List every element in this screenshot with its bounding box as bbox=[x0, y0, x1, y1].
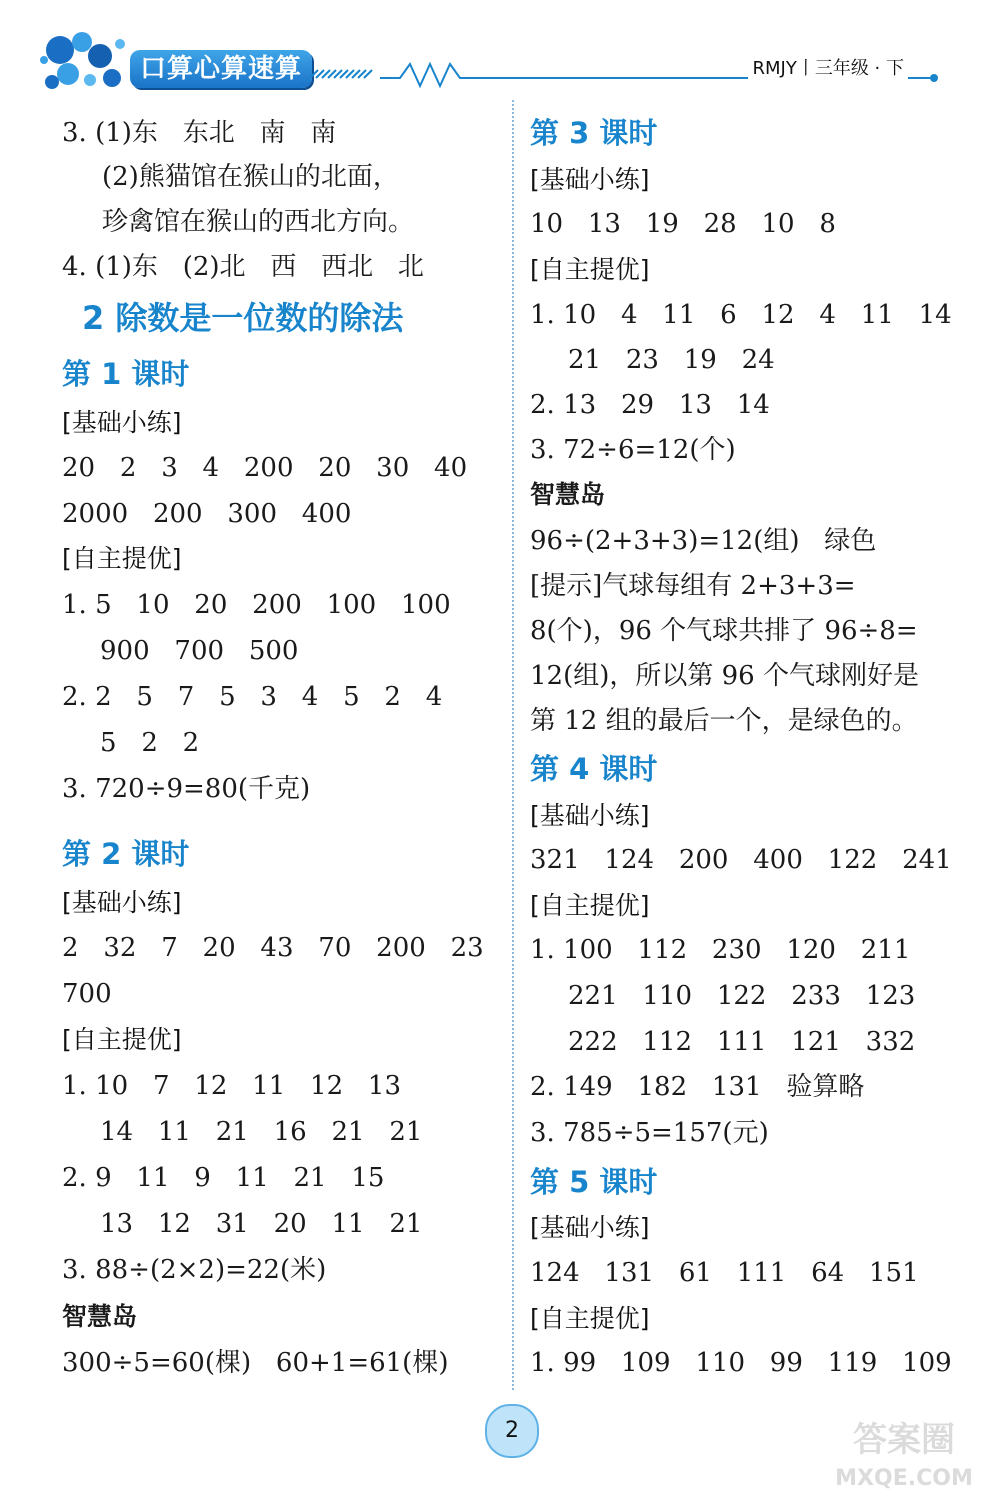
hint-line: 第 12 组的最后一个，是绿色的。 bbox=[530, 706, 918, 736]
answer-line: 2. 149 182 131 验算略 bbox=[530, 1072, 865, 1102]
answer-line: (2)熊猫馆在猴山的北面， bbox=[102, 162, 399, 192]
svg-text:MXQE.COM: MXQE.COM bbox=[835, 1466, 973, 1491]
section-tag: [基础小练] bbox=[62, 408, 182, 437]
answer-line: 124 131 61 111 64 151 bbox=[530, 1258, 919, 1288]
answer-line: 3. (1)东 东北 南 南 bbox=[62, 118, 337, 148]
hint-line: 8(个)，96 个气球共排了 96÷8= bbox=[530, 616, 918, 646]
answer-line: 2000 200 300 400 bbox=[62, 499, 352, 529]
answer-line: 13 12 31 20 11 21 bbox=[100, 1209, 423, 1239]
lesson-heading: 第 2 课时 bbox=[62, 837, 190, 871]
answer-line: 2. 13 29 13 14 bbox=[530, 390, 770, 420]
section-tag: [自主提优] bbox=[62, 544, 182, 573]
answer-line: 珍禽馆在猴山的西北方向。 bbox=[102, 207, 415, 237]
lesson-heading: 第 4 课时 bbox=[530, 752, 658, 786]
section-tag: [基础小练] bbox=[530, 165, 650, 194]
lesson-heading: 第 3 课时 bbox=[530, 116, 658, 150]
answer-line: 3. 72÷6=12(个) bbox=[530, 435, 736, 465]
answer-line: 1. 5 10 20 200 100 100 bbox=[62, 590, 451, 620]
chapter-title: 2 除数是一位数的除法 bbox=[82, 299, 404, 337]
hint-line: [提示]气球每组有 2+3+3= bbox=[530, 571, 856, 601]
wisdom-island-heading: 智慧岛 bbox=[62, 1302, 138, 1331]
answer-line: 96÷(2+3+3)=12(组) 绿色 bbox=[530, 526, 877, 556]
section-tag: [基础小练] bbox=[530, 1213, 650, 1242]
answer-line: 21 23 19 24 bbox=[568, 345, 775, 375]
page-header bbox=[0, 0, 1000, 110]
answer-line: 2 32 7 20 43 70 200 23 bbox=[62, 933, 484, 963]
answer-line: 1. 10 7 12 11 12 13 bbox=[62, 1071, 402, 1101]
answer-line: 221 110 122 233 123 bbox=[568, 981, 916, 1011]
watermark-logo bbox=[814, 1405, 994, 1495]
answer-line: 1. 99 109 110 99 119 109 bbox=[530, 1348, 952, 1378]
section-tag: [自主提优] bbox=[530, 1304, 650, 1333]
column-divider bbox=[512, 100, 514, 1390]
answer-line: 14 11 21 16 21 21 bbox=[100, 1117, 423, 1147]
lesson-heading: 第 5 课时 bbox=[530, 1165, 658, 1199]
page-number: 2 bbox=[485, 1404, 539, 1458]
lesson-heading: 第 1 课时 bbox=[62, 357, 190, 391]
section-tag: [自主提优] bbox=[62, 1025, 182, 1054]
answer-line: 3. 785÷5=157(元) bbox=[530, 1118, 769, 1148]
answer-line: 3. 88÷(2×2)=22(米) bbox=[62, 1255, 327, 1285]
hint-line: 12(组)，所以第 96 个气球刚好是 bbox=[530, 661, 919, 691]
splash-logo-icon bbox=[38, 28, 130, 96]
answer-line: 3. 720÷9=80(千克) bbox=[62, 774, 311, 804]
answer-line: 700 bbox=[62, 979, 112, 1009]
answer-line: 4. (1)东 (2)北 西 西北 北 bbox=[62, 252, 424, 282]
section-tag: [基础小练] bbox=[530, 801, 650, 830]
answer-line: 321 124 200 400 122 241 bbox=[530, 845, 952, 875]
answer-line: 1. 100 112 230 120 211 bbox=[530, 935, 911, 965]
answer-line: 900 700 500 bbox=[100, 636, 299, 666]
section-tag: [自主提优] bbox=[530, 255, 650, 284]
answer-line: 20 2 3 4 200 20 30 40 bbox=[62, 453, 468, 483]
answer-line: 300÷5=60(棵) 60+1=61(棵) bbox=[62, 1348, 449, 1378]
answer-line: 2. 2 5 7 5 3 4 5 2 4 bbox=[62, 682, 443, 712]
section-tag: [自主提优] bbox=[530, 891, 650, 920]
answer-line: 222 112 111 121 332 bbox=[568, 1027, 916, 1057]
answer-line: 10 13 19 28 10 8 bbox=[530, 209, 836, 239]
answer-line: 5 2 2 bbox=[100, 728, 200, 758]
answer-line: 1. 10 4 11 6 12 4 11 14 bbox=[530, 300, 952, 330]
book-logo: 口算心算速算 bbox=[130, 50, 312, 88]
series-label: RMJY丨三年级 · 下 bbox=[748, 54, 908, 80]
section-tag: [基础小练] bbox=[62, 888, 182, 917]
answer-line: 2. 9 11 9 11 21 15 bbox=[62, 1163, 385, 1193]
svg-text:答案圈: 答案圈 bbox=[853, 1420, 955, 1460]
wisdom-island-heading: 智慧岛 bbox=[530, 480, 606, 509]
